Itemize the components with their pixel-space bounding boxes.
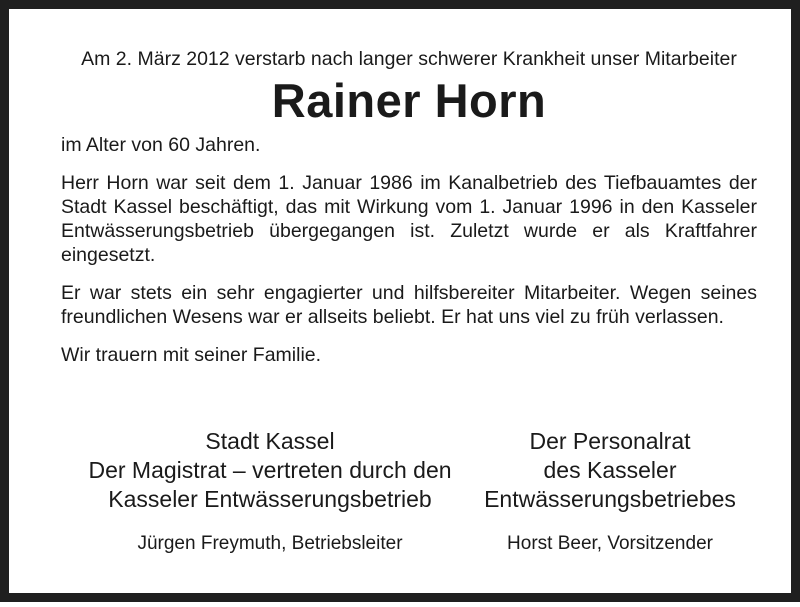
signature-right-person: Horst Beer, Vorsitzender [507, 533, 713, 554]
signature-left-person: Jürgen Freymuth, Betriebsleiter [137, 533, 403, 554]
notice-body [61, 47, 757, 554]
intro-text: Am 2. März 2012 verstarb nach langer schwerer Krankheit unser Mitarbeiter [81, 48, 737, 70]
signature-right [469, 427, 751, 556]
deceased-name: Rainer Horn [271, 74, 547, 127]
signature-left-line: Stadt Kassel [205, 428, 335, 454]
signature-right-line: Der Personalrat [529, 428, 691, 454]
signature-left-line: Kasseler Entwässerungsbetrieb [108, 486, 432, 512]
signature-right-line: des Kasseler [543, 457, 677, 483]
paragraph-character: Er war stets ein sehr engagierter und hilfsbereiter Mitarbeiter. Wegen seines freundlichen Wesens war er allseits beliebt. Er hat uns viel zu früh verlassen. [61, 282, 757, 328]
paragraph-mourning: Wir trauern mit seiner Familie. [61, 344, 322, 366]
signature-left-line: Der Magistrat – vertreten durch den [88, 457, 452, 483]
paragraph-employment: Herr Horn war seit dem 1. Januar 1986 im Kanalbetrieb des Tiefbauamtes der Stadt Kassel beschäftigt, das mit Wirkung vom 1. Januar 1996 in den Kasseler Entwässerungsbetrieb übergegangen ist. Zuletzt wurde er als Kraftfahrer eingesetzt. [61, 172, 757, 266]
signature-left [65, 427, 475, 556]
signature-block [9, 427, 800, 607]
signature-right-line: Entwässerungsbetriebes [484, 486, 736, 512]
age-text: im Alter von 60 Jahren. [61, 134, 261, 156]
